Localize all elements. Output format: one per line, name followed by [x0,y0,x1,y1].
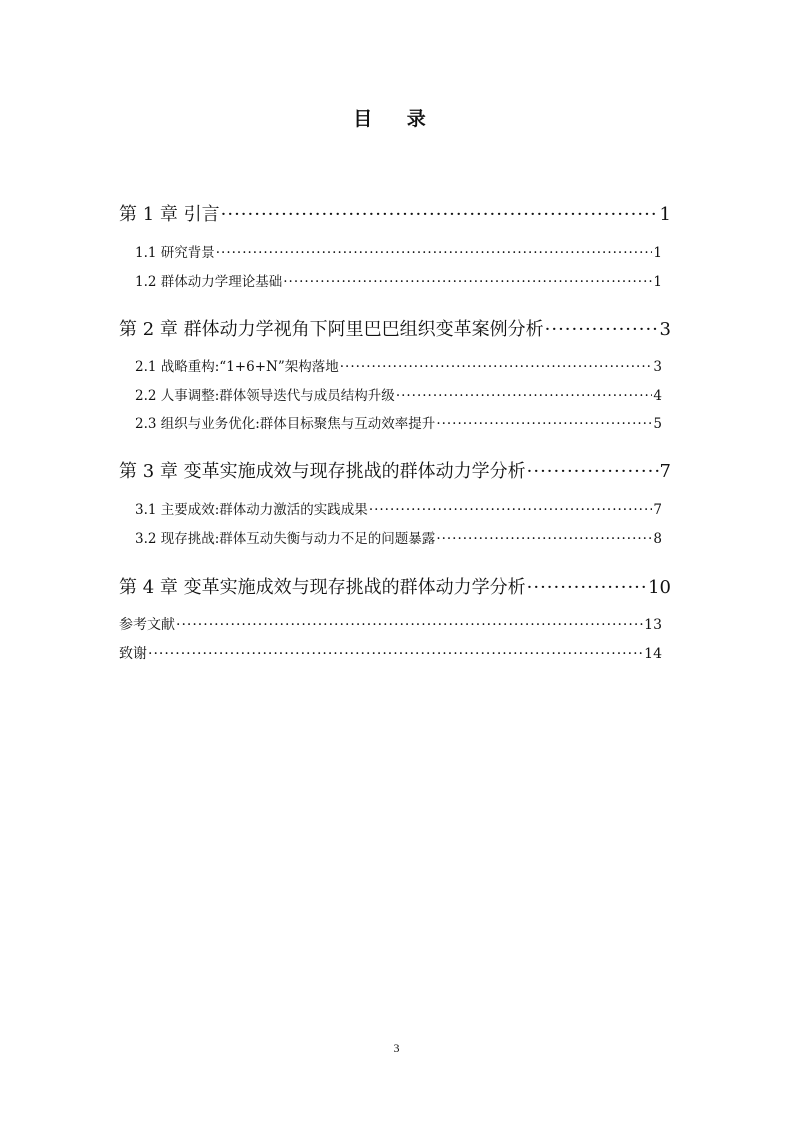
entry-page: 4 [653,388,662,404]
entry-page: 3 [659,319,671,340]
entry-page: 1 [653,245,662,261]
entry-page: 7 [659,461,671,482]
toc-entry-2-2[interactable] [135,384,662,404]
toc-entry-chapter-2[interactable] [119,315,671,341]
entry-page: 3 [653,359,662,375]
toc-entry-3-1[interactable] [135,498,662,518]
toc-entry-2-1[interactable] [135,355,662,375]
toc-entry-chapter-3[interactable] [119,457,671,483]
toc-entry-acknowledgements[interactable] [119,643,662,663]
dot-leader [436,531,652,547]
page-number: 3 [393,1041,400,1055]
dot-leader [216,245,653,261]
dot-leader [283,274,652,290]
entry-label: 2.1 战略重构:“1+6+N”架构落地 [135,359,339,375]
entry-label: 第 2 章 群体动力学视角下阿里巴巴组织变革案例分析 [119,319,544,340]
entry-page: 13 [644,617,662,633]
entry-label: 致谢 [119,646,147,662]
dot-leader [396,388,653,404]
entry-page: 1 [659,204,671,225]
entry-label: 第 1 章 引言 [119,204,220,225]
entry-label: 3.2 现存挑战:群体互动失衡与动力不足的问题暴露 [135,531,436,547]
entry-label: 2.3 组织与业务优化:群体目标聚焦与互动效率提升 [135,416,436,432]
entry-page: 14 [644,646,662,662]
entry-label: 参考文献 [119,617,175,633]
toc-entry-chapter-1[interactable] [119,200,671,226]
toc-entry-3-2[interactable] [135,527,662,547]
toc-entry-chapter-4[interactable] [119,573,671,599]
dot-leader [545,319,659,340]
dot-leader [221,204,659,225]
toc-entry-1-1[interactable] [135,241,662,261]
entry-page: 1 [653,274,662,290]
entry-label: 3.1 主要成效:群体动力激活的实践成果 [135,502,368,518]
dot-leader [176,617,643,633]
entry-page: 10 [648,577,671,598]
toc-entry-1-2[interactable] [135,270,662,290]
entry-page: 7 [653,502,662,518]
toc-title: 目 录 [353,108,440,130]
dot-leader [148,646,643,662]
entry-label: 第 4 章 变革实施成效与现存挑战的群体动力学分析 [119,577,526,598]
entry-page: 8 [653,531,662,547]
toc-entry-2-3[interactable] [135,412,662,432]
entry-label: 第 3 章 变革实施成效与现存挑战的群体动力学分析 [119,461,526,482]
dot-leader [369,502,653,518]
dot-leader [527,577,647,598]
dot-leader [436,416,652,432]
entry-label: 1.2 群体动力学理论基础 [135,274,283,290]
entry-label: 1.1 研究背景 [135,245,215,261]
toc-entry-references[interactable] [119,614,662,634]
dot-leader [340,359,653,375]
entry-page: 5 [653,416,662,432]
entry-label: 2.2 人事调整:群体领导迭代与成员结构升级 [135,388,395,404]
dot-leader [527,461,659,482]
